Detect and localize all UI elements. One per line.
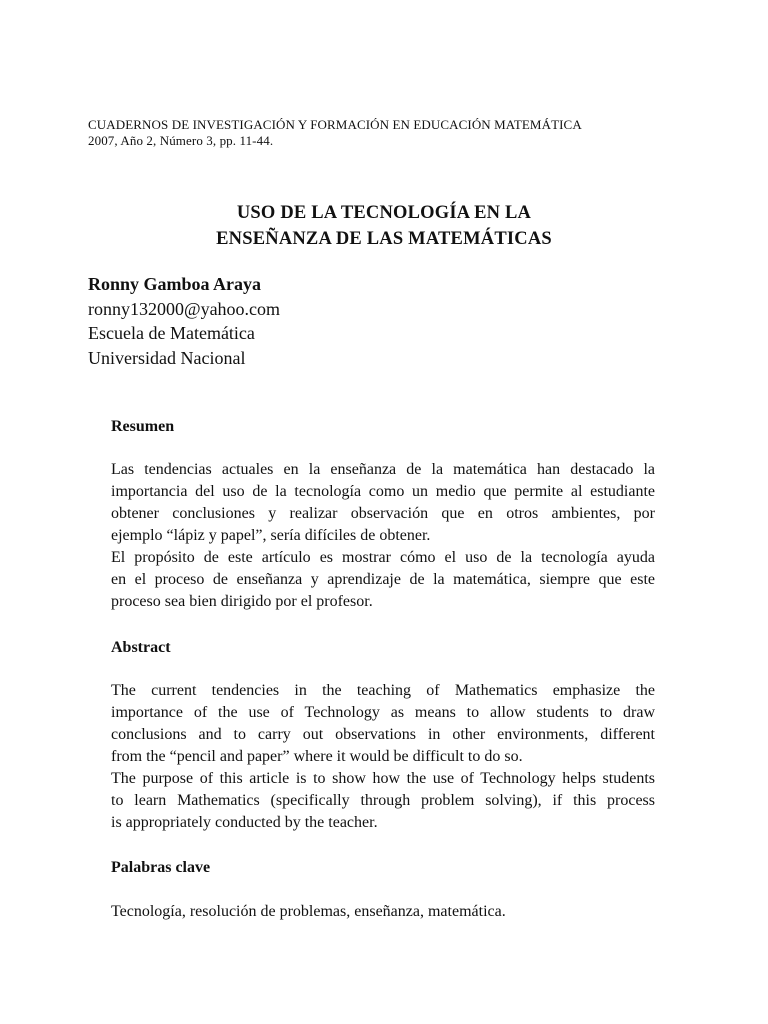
resumen-paragraph-1 bbox=[111, 459, 655, 613]
author-block bbox=[88, 272, 280, 370]
resumen-p2-line: El propósito de este artículo es mostrar cómo el uso de la tecnología ayuda bbox=[111, 549, 655, 566]
journal-name: CUADERNOS DE INVESTIGACIÓN Y FORMACIÓN EN EDUCACIÓN MATEMÁTICA bbox=[88, 117, 582, 132]
author-name: Ronny Gamboa Araya bbox=[88, 274, 262, 294]
abstract-section bbox=[111, 637, 655, 659]
resumen-p1-line: importancia del uso de la tecnología como un medio que permite al estudiante bbox=[111, 483, 655, 500]
resumen-p1-line: ejemplo “lápiz y papel”, sería difíciles de obtener. bbox=[111, 527, 431, 544]
abstract-p2-line: The purpose of this article is to show how the use of Technology helps students bbox=[111, 770, 655, 787]
article-title bbox=[0, 200, 768, 252]
author-email: ronny132000@yahoo.com bbox=[88, 298, 281, 319]
keywords-text: Tecnología, resolución de problemas, enseñanza, matemática. bbox=[111, 903, 506, 920]
keywords-text-block bbox=[111, 901, 655, 923]
abstract-p2-line: is appropriately conducted by the teacher. bbox=[111, 814, 378, 831]
title-line-1: USO DE LA TECNOLOGÍA EN LA bbox=[236, 203, 532, 223]
author-university: Universidad Nacional bbox=[88, 347, 246, 368]
abstract-p1-line: conclusions and to carry out observations in other environments, different bbox=[111, 726, 655, 743]
resumen-heading: Resumen bbox=[111, 418, 175, 435]
keywords-section bbox=[111, 857, 655, 879]
resumen-p1-line: obtener conclusiones y realizar observación que en otros ambientes, por bbox=[111, 505, 655, 522]
journal-header bbox=[88, 117, 582, 149]
abstract-p1-line: from the “pencil and paper” where it would be difficult to do so. bbox=[111, 748, 523, 765]
resumen-section bbox=[111, 416, 655, 438]
resumen-p1-line: Las tendencias actuales en la enseñanza de la matemática han destacado la bbox=[111, 461, 655, 478]
abstract-p1-line: The current tendencies in the teaching of Mathematics emphasize the bbox=[111, 682, 655, 699]
author-department: Escuela de Matemática bbox=[88, 323, 255, 343]
resumen-p2-line: en el proceso de enseñanza y aprendizaje de la matemática, siempre que este bbox=[111, 571, 655, 588]
abstract-p2-line: to learn Mathematics (specifically through problem solving), if this process bbox=[111, 792, 655, 809]
abstract-p1-line: importance of the use of Technology as means to allow students to draw bbox=[111, 704, 655, 721]
abstract-paragraph bbox=[111, 680, 655, 834]
keywords-heading: Palabras clave bbox=[111, 859, 211, 876]
resumen-p2-line: proceso sea bien dirigido por el profesor. bbox=[111, 593, 373, 610]
title-line-2: ENSEÑANZA DE LAS MATEMÁTICAS bbox=[216, 229, 552, 249]
journal-issue: 2007, Año 2, Número 3, pp. 11-44. bbox=[88, 133, 274, 148]
abstract-heading: Abstract bbox=[111, 639, 171, 656]
